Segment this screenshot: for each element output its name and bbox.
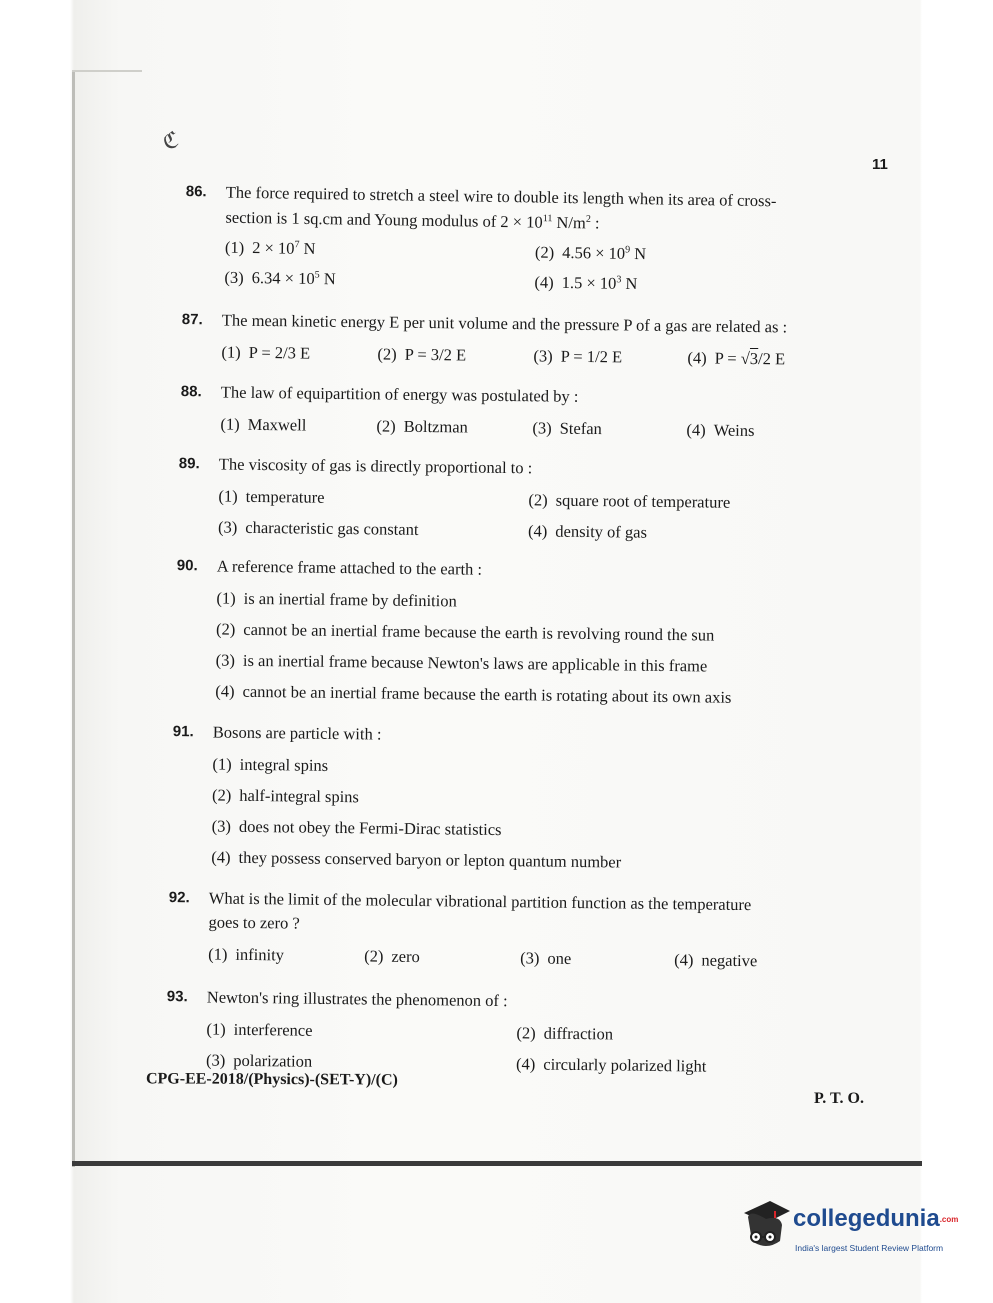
- paper-code: CPG-EE-2018/(Physics)-(SET-Y)/(C): [145, 1070, 398, 1089]
- bottom-rule: [72, 1161, 922, 1166]
- option-1: (1) temperature: [218, 486, 325, 507]
- option-3: (3) does not obey the Fermi-Dirac statistics: [211, 816, 502, 840]
- option-1: (1) P = 2/3 E: [221, 342, 311, 363]
- question-text: The mean kinetic energy E per unit volume and the pressure P of a gas are related as :: [221, 310, 788, 337]
- question-92: [168, 886, 869, 985]
- option-2: (2) square root of temperature: [528, 490, 731, 512]
- option-3: (3) $6.34 \times 10^5$ N: [224, 267, 336, 289]
- collegedunia-watermark: [740, 1195, 970, 1265]
- question-text-line2: section is 1 sq.cm and Young modulus of $2 \times 10^{11}$ $N/m^2$ :: [225, 207, 600, 233]
- question-90: [175, 554, 877, 713]
- option-4: (4) Weins: [686, 420, 755, 441]
- please-turn-over: P. T. O.: [814, 1090, 864, 1107]
- option-4: (4) cannot be an inertial frame because the earth is rotating about its own axis: [215, 681, 732, 707]
- question-89: [178, 452, 879, 551]
- option-2: (2) P = 3/2 E: [377, 344, 467, 365]
- option-3: (3) P = 1/2 E: [533, 346, 623, 367]
- question-91: [171, 720, 873, 879]
- question-number: 92.: [168, 888, 190, 907]
- question-text: The law of equipartition of energy was postulated by :: [220, 382, 579, 406]
- option-1: (1) integral spins: [212, 754, 329, 775]
- option-4: (4) P = √3/2 E: [687, 348, 786, 369]
- option-4: (4) they possess conserved baryon or lepton quantum number: [211, 847, 622, 872]
- option-4: (4) circularly polarized light: [515, 1054, 707, 1076]
- page-edge-top: [72, 70, 142, 72]
- question-93: [166, 985, 867, 1084]
- option-1: (1) interference: [206, 1019, 313, 1040]
- question-text: Bosons are particle with :: [212, 722, 382, 744]
- question-87: [181, 308, 882, 377]
- question-text: What is the limit of the molecular vibrational partition function as the temperature: [208, 888, 752, 915]
- option-2: (2) cannot be an inertial frame because the earth is revolving round the sun: [215, 619, 715, 645]
- question-88: [180, 380, 881, 449]
- option-3: (3) one: [520, 948, 572, 968]
- option-2: (2) Boltzman: [376, 416, 468, 437]
- question-text: The force required to stretch a steel wire to double its length when its area of cross-: [225, 182, 777, 211]
- question-number: 90.: [176, 556, 198, 575]
- option-4: (4) density of gas: [527, 521, 648, 542]
- option-2: (2) half-integral spins: [211, 785, 360, 807]
- question-text: The viscosity of gas is directly proportional to :: [218, 454, 533, 478]
- brand-tagline: India's largest Student Review Platform: [795, 1243, 944, 1253]
- option-3: (3) characteristic gas constant: [217, 517, 419, 539]
- page-number: 11: [872, 156, 888, 173]
- question-number: 86.: [185, 182, 207, 201]
- option-2: (2) $4.56 \times 10^9$ N: [534, 242, 647, 264]
- option-1: (1) $2 \times 10^7$ N: [224, 237, 316, 259]
- option-3: (3) is an inertial frame because Newton's laws are applicable in this frame: [215, 650, 708, 676]
- option-4: (4) $1.5 \times 10^3$ N: [534, 272, 638, 294]
- question-number: 91.: [172, 722, 194, 741]
- option-1: (1) infinity: [208, 944, 285, 965]
- option-2: (2) zero: [364, 946, 420, 967]
- question-86: [184, 180, 886, 311]
- handwritten-mark: ℭ: [159, 126, 182, 155]
- option-4: (4) negative: [674, 950, 758, 971]
- page-edge-left: [72, 72, 75, 1167]
- question-number: 89.: [178, 454, 200, 473]
- option-3: (3) Stefan: [532, 418, 602, 439]
- question-text: Newton's ring illustrates the phenomenon of :: [206, 987, 508, 1011]
- question-number: 87.: [181, 310, 203, 329]
- option-1: (1) Maxwell: [220, 414, 307, 435]
- option-1: (1) is an inertial frame by definition: [216, 588, 457, 611]
- option-2: (2) diffraction: [516, 1023, 614, 1044]
- question-number: 93.: [166, 987, 188, 1006]
- question-number: 88.: [180, 382, 202, 401]
- question-text: A reference frame attached to the earth :: [216, 556, 483, 579]
- brand-name: collegedunia.com: [793, 1205, 959, 1232]
- question-text-line2: goes to zero ?: [208, 912, 300, 933]
- option-3: (3) polarization: [205, 1050, 313, 1071]
- graduate-mascot-icon: [740, 1195, 792, 1257]
